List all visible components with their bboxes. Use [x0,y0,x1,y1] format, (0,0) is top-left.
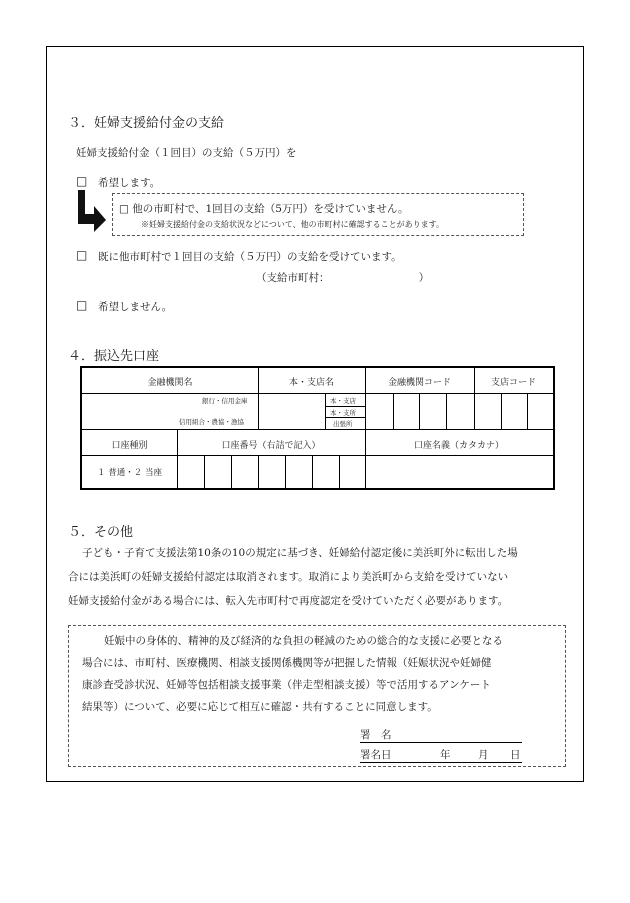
sub-option-note: ※妊婦支援給付金の支給状況などについて、他の市町村に確認することがあります。 [141,220,445,229]
header-branch-code: 支店コード [490,378,536,388]
section3-heading: ３．妊婦支援給付金の支給 [68,116,225,131]
header-bank-name: 金融機関名 [147,378,193,388]
sub-option-not-received[interactable]: □ 他の市町村で、1回目の支給（5万円）を受けていません。 [119,203,409,215]
notice-line-3: 妊婦支援給付金がある場合には、転入先市町村で再度認定を受けていただく必要があります。 [68,595,509,607]
option-no-label: 希望しません。 [98,301,173,313]
option-hope-label: 希望します。 [98,177,161,189]
checkbox-hope[interactable]: □ [76,174,88,188]
bank-type-label-1: 銀行・信用金庫 [202,397,248,405]
consent-line-4: 結果等）について、必要に応じて相互に確認・共有することに同意します。 [82,701,438,713]
municipality-field[interactable]: （支給市町村： ） [256,272,430,284]
header-branch-name: 本・支店名 [288,378,334,388]
branch-type-label-2: 本・支所 [330,409,356,417]
signature-date-label: 署名日 [360,749,392,761]
consent-line-3: 康診査受診状況、妊婦等包括相談支援事業（伴走型相談支援）等で活用するアンケート [82,679,491,691]
bank-type-label-2: 信用組合・農協・漁協 [179,418,244,426]
consent-line-2: 場合には、市町村、医療機関、相談支援関係機関等が把握した情報（妊娠状況や妊婦健 [82,657,492,669]
signature-field[interactable] [360,727,522,743]
signature-label: 署 名 [360,729,392,741]
bank-account-table [80,366,555,490]
section5-heading: ５．その他 [68,525,134,540]
header-account-type: 口座種別 [111,441,148,451]
notice-line-1: 子ども・子育て支援法第10条の10の規定に基づき、妊婦給付認定後に美浜町外に転出した場 [82,547,518,559]
branch-type-label-1: 本・支店 [330,397,356,405]
account-type-options[interactable]: １ 普通・２ 当座 [97,468,162,478]
checkbox-no[interactable]: □ [76,298,88,312]
option-already-label: 既に他市町村で１回目の支給（５万円）の支給を受けています。 [98,251,402,263]
branch-type-label-3: 出張所 [333,420,353,428]
header-bank-code: 金融機関コード [387,378,451,388]
header-account-number: 口座番号（右詰で記入） [221,441,321,451]
section4-heading: ４．振込先口座 [68,349,160,364]
checkbox-already[interactable]: □ [76,248,88,262]
section3-intro: 妊婦支援給付金（１回目）の支給（５万円）を [76,147,297,159]
date-month-label: 月 [478,749,489,761]
date-year-label: 年 [440,749,451,761]
consent-line-1: 妊娠中の身体的、精神的及び経済的な負担の軽減のための総合的な支援に必要となる [104,635,503,647]
arrow-down-right-icon [74,190,108,232]
signature-date-field[interactable] [360,747,522,763]
date-day-label: 日 [510,749,521,761]
header-account-name: 口座名義（カタカナ） [413,441,504,451]
notice-line-2: 合には美浜町の妊婦支援給付認定は取消されます。取消により美浜町から支給を受けていない [68,571,509,583]
